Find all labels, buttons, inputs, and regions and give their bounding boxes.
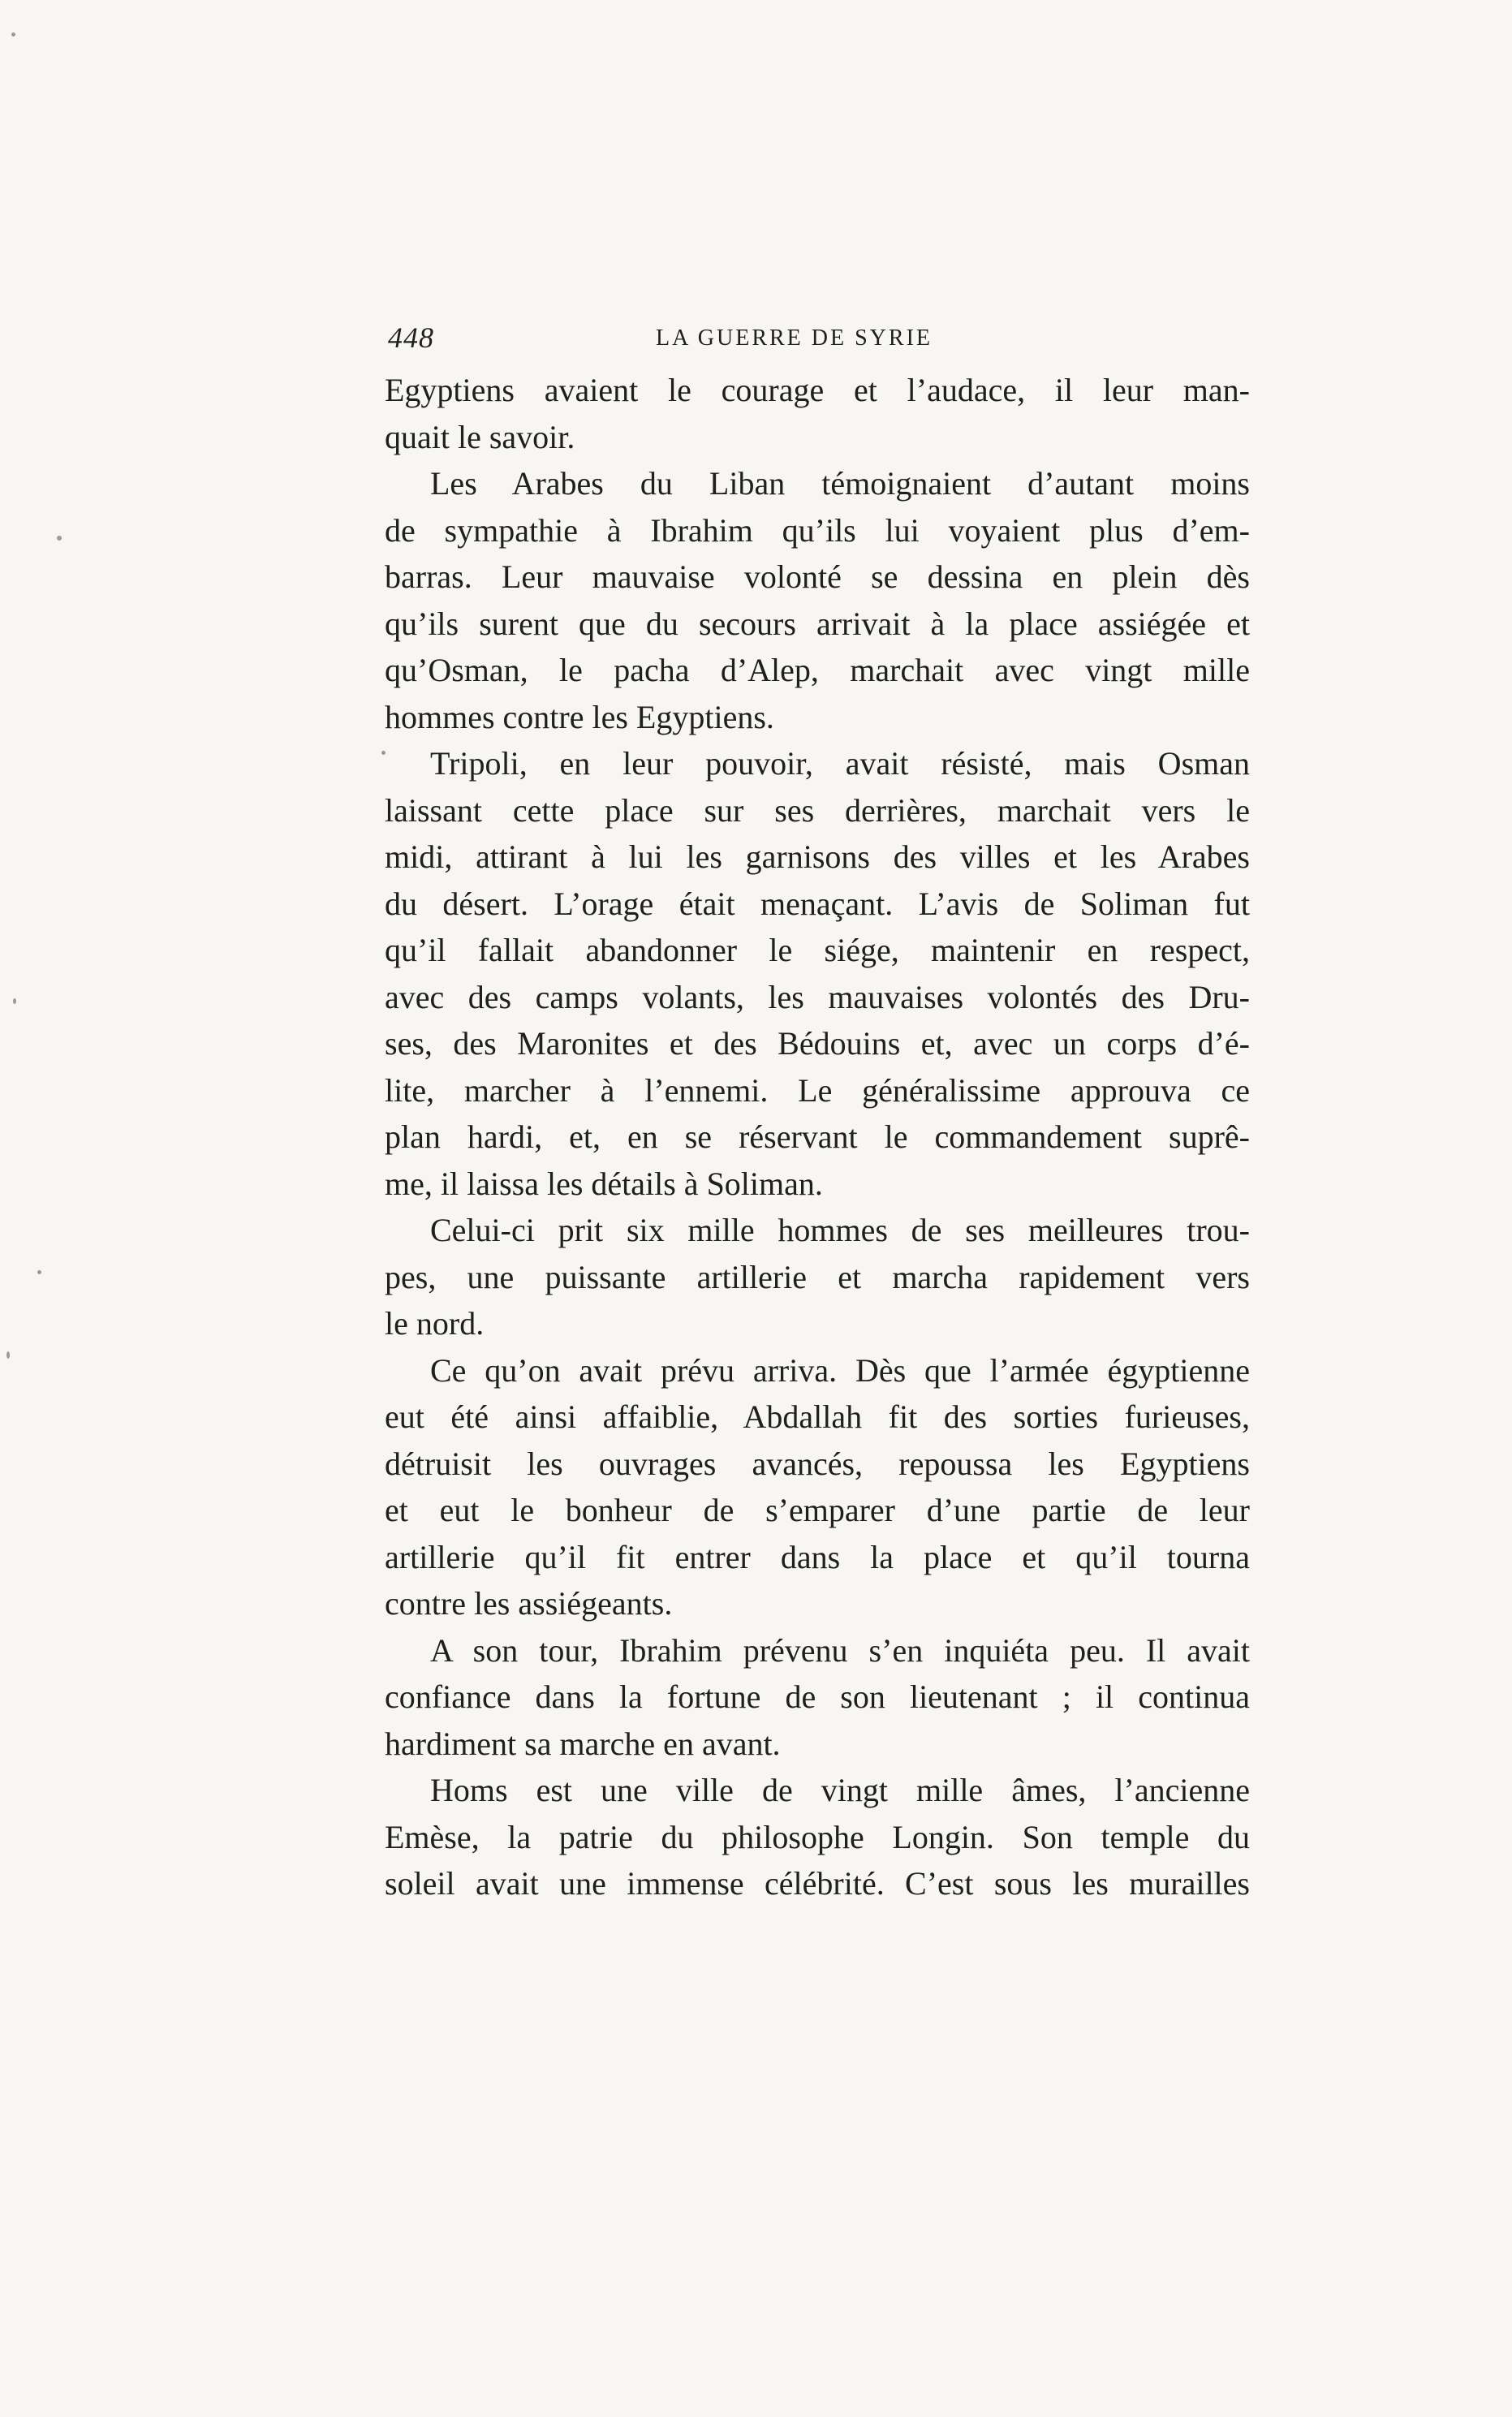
- text-line: midi, attirant à lui les garnisons des villes et les Arabes: [385, 838, 1250, 875]
- text-line: Ce qu’on avait prévu arriva. Dès que l’armée égyptienne: [430, 1351, 1250, 1389]
- scan-speck: [6, 1351, 10, 1359]
- text-line: ses, des Maronites et des Bédouins et, avec un corps d’é-: [385, 1025, 1250, 1062]
- text-line: Egyptiens avaient le courage et l’audace, il leur man-: [385, 372, 1250, 408]
- running-title: LA GUERRE DE SYRIE: [656, 325, 933, 351]
- text-line: qu’il fallait abandonner le siége, maintenir en respect,: [385, 932, 1250, 968]
- text-line: barras. Leur mauvaise volonté se dessina en plein dès: [385, 558, 1250, 595]
- text-line: de sympathie à Ibrahim qu’ils lui voyaient plus d’em-: [385, 511, 1250, 549]
- text-line: qu’Osman, le pacha d’Alep, marchait avec vingt mille: [385, 652, 1250, 688]
- page-number: 448: [388, 321, 434, 354]
- text-line: le nord.: [385, 1305, 485, 1342]
- page-header: [388, 321, 1248, 361]
- text-line: me, il laissa les détails à Soliman.: [385, 1165, 823, 1202]
- text-line: pes, une puissante artillerie et marcha rapidement vers: [385, 1258, 1250, 1295]
- text-line: Les Arabes du Liban témoignaient d’autant moins: [430, 465, 1250, 502]
- scan-speck: [11, 32, 15, 37]
- text-line: Celui-ci prit six mille hommes de ses meilleures trou-: [430, 1212, 1250, 1248]
- text-line: qu’ils surent que du secours arrivait à la place assiégée et: [385, 605, 1250, 642]
- text-line: eut été ainsi affaiblie, Abdallah fit des sorties furieuses,: [385, 1398, 1250, 1435]
- text-line: et eut le bonheur de s’emparer d’une partie de leur: [385, 1492, 1250, 1528]
- body-text: [385, 367, 1250, 1907]
- text-line: artillerie qu’il fit entrer dans la place et qu’il tourna: [385, 1538, 1250, 1575]
- text-line: détruisit les ouvrages avancés, repoussa les Egyptiens: [385, 1445, 1250, 1482]
- text-line: Emèse, la patrie du philosophe Longin. Son temple du: [385, 1818, 1250, 1855]
- text-line: hardiment sa marche en avant.: [385, 1725, 781, 1762]
- text-line: Homs est une ville de vingt mille âmes, l’ancienne: [430, 1772, 1250, 1808]
- text-line: contre les assiégeants.: [385, 1585, 673, 1622]
- text-line: quait le savoir.: [385, 418, 575, 455]
- text-line: du désert. L’orage était menaçant. L’avis de Soliman fut: [385, 885, 1250, 922]
- text-line: plan hardi, et, en se réservant le commandement suprê-: [385, 1118, 1250, 1155]
- text-line: hommes contre les Egyptiens.: [385, 698, 774, 735]
- text-line: A son tour, Ibrahim prévenu s’en inquiéta peu. Il avait: [430, 1631, 1250, 1669]
- text-line: soleil avait une immense célébrité. C’est sous les murailles: [385, 1865, 1250, 1902]
- scan-speck: [13, 998, 16, 1004]
- scan-speck: [57, 536, 62, 541]
- text-line: laissant cette place sur ses derrières, marchait vers le: [385, 791, 1250, 829]
- text-line: avec des camps volants, les mauvaises volontés des Dru-: [385, 978, 1250, 1015]
- text-line: confiance dans la fortune de son lieutenant ; il continua: [385, 1678, 1250, 1715]
- text-line: Tripoli, en leur pouvoir, avait résisté, mais Osman: [430, 745, 1250, 782]
- text-line: lite, marcher à l’ennemi. Le généralissime approuva ce: [385, 1071, 1250, 1109]
- scan-speck: [37, 1270, 41, 1274]
